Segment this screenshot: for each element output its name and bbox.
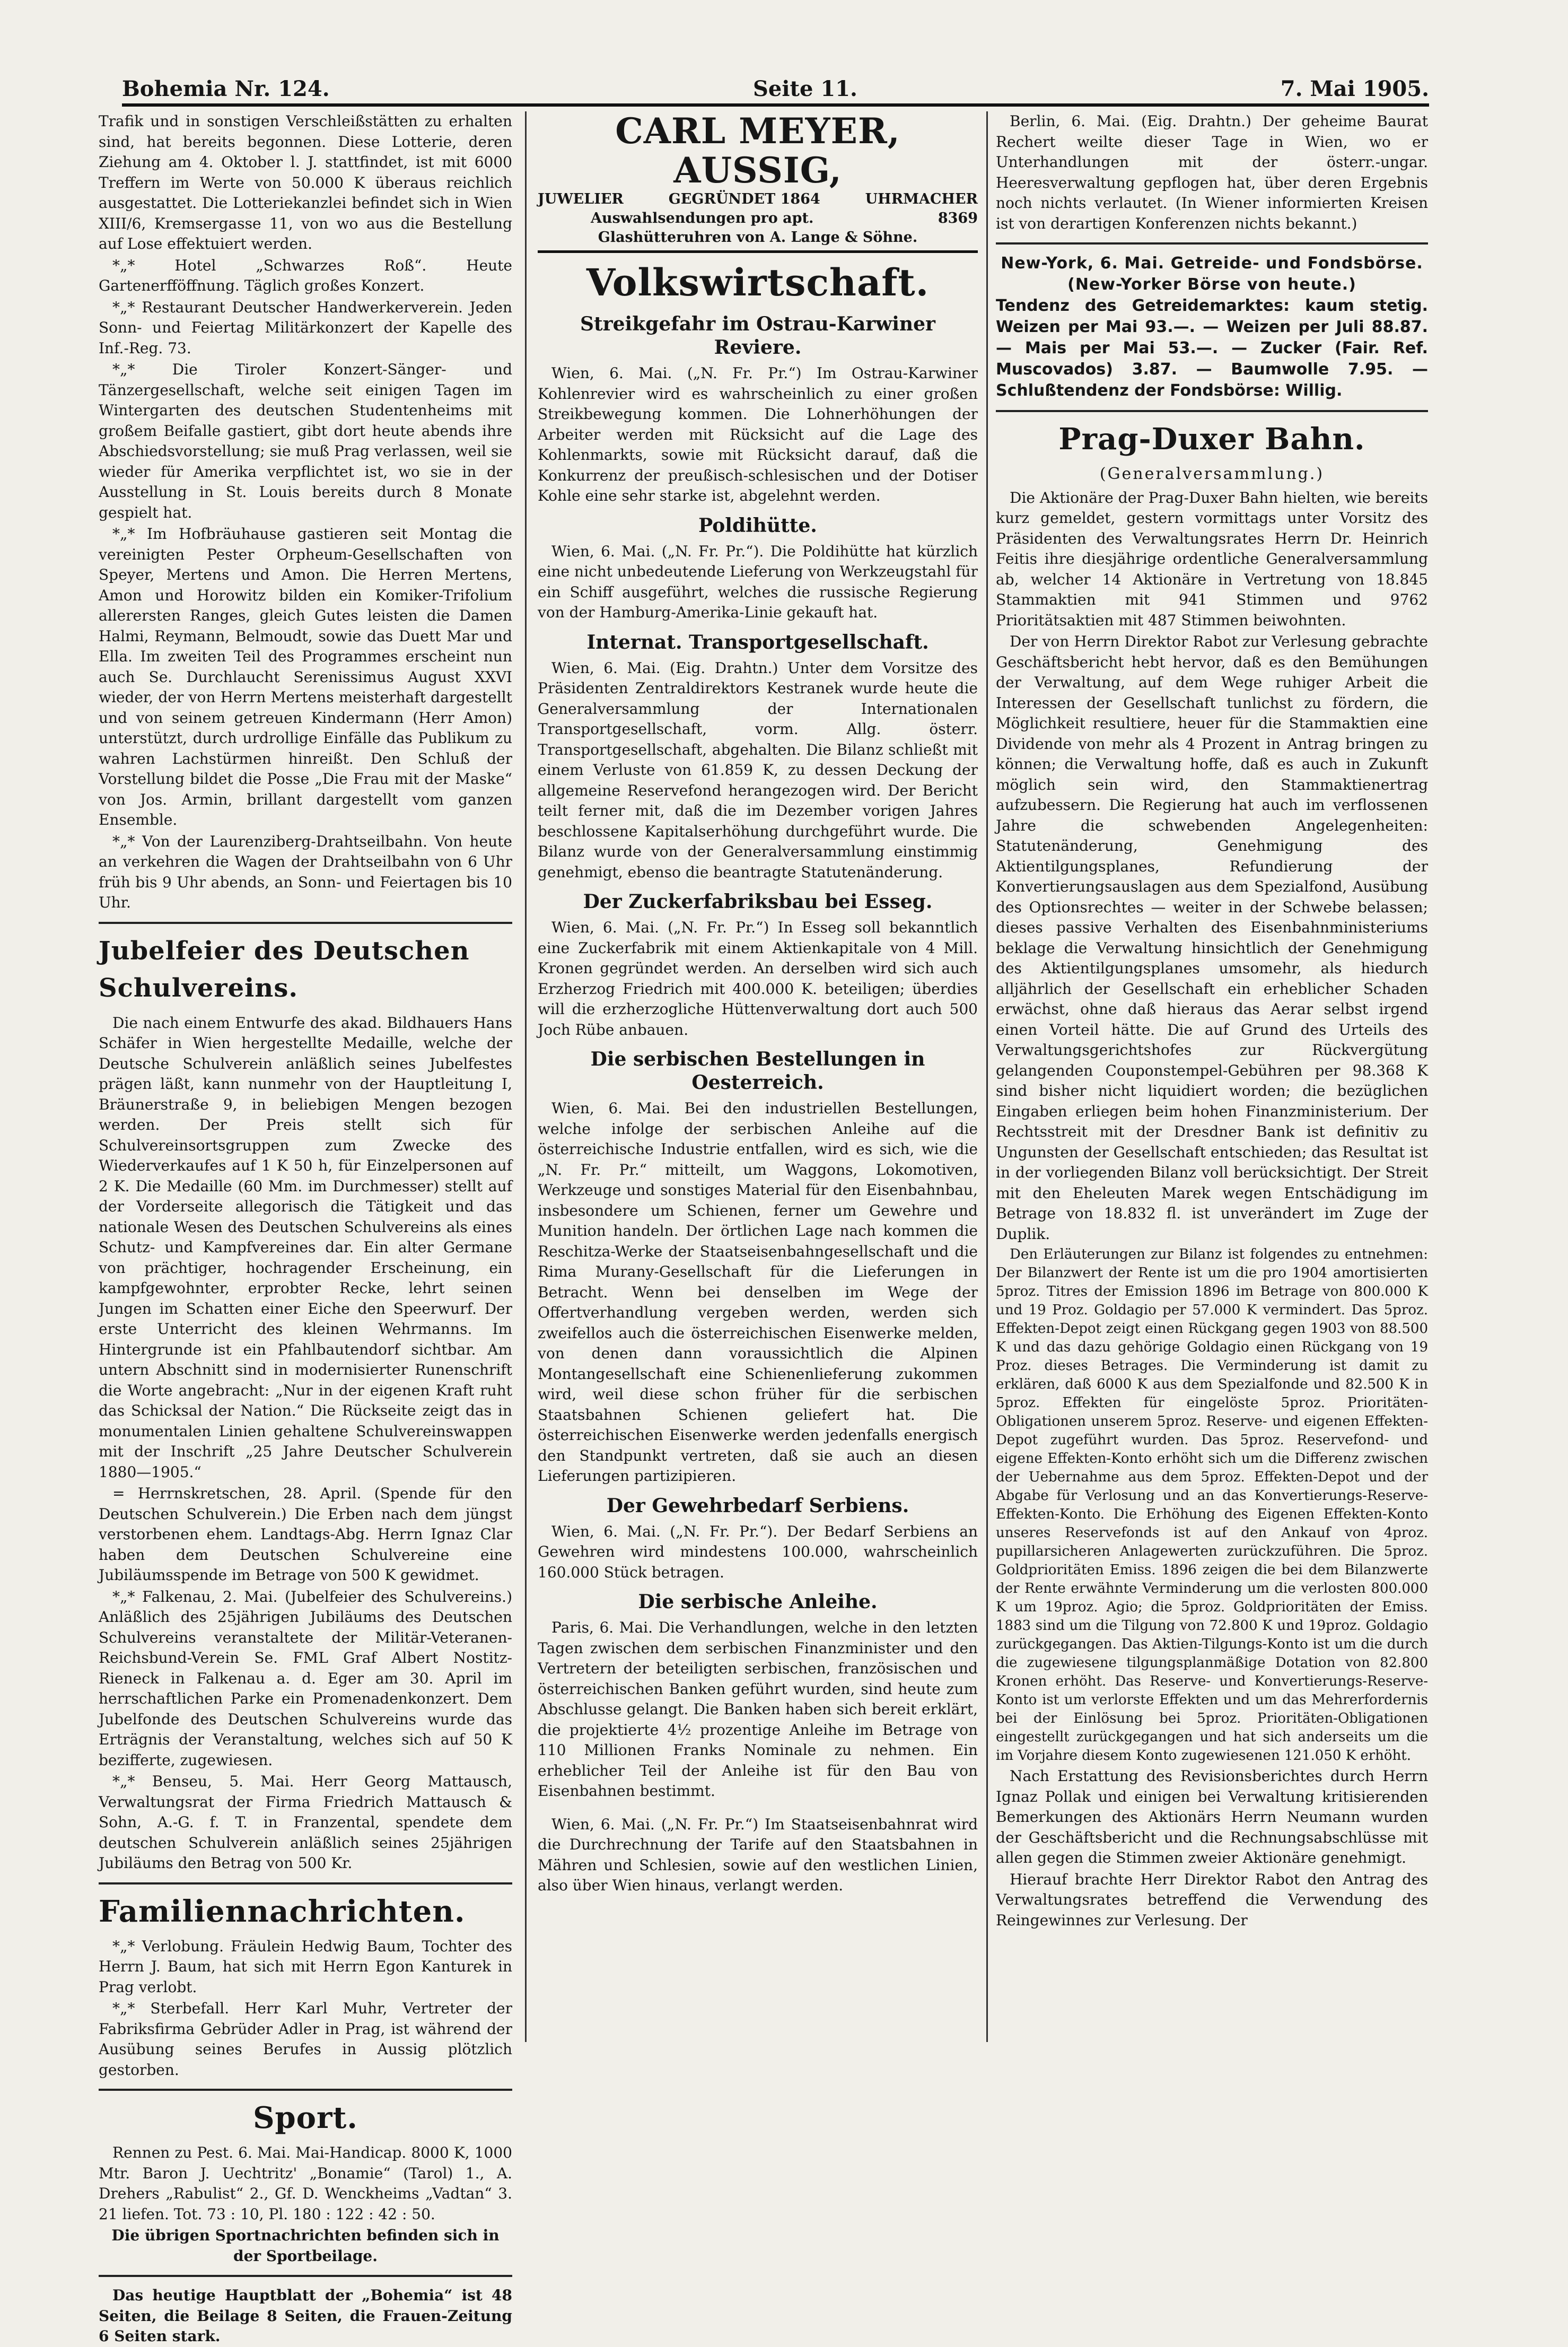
- article-jubel-herrnskretschen: = Herrnskretschen, 28. April. (Spende für den Deutschen Schulverein.) Die Erben nach dem jüngst verstorbenen ehem. Landtags-Abg. Herrn Ignaz Clar haben dem Deutschen Schulvereine eine Jubiläumsspende im Betrage von 500 K gewidmet.: [99, 1485, 512, 1584]
- notice-sterbefall: *„* Sterbefall. Herr Karl Muhr, Vertreter der Fabriksfirma Gebrüder Adler in Prag, ist während der Ausübung seines Berufes in Aussig plötzlich gestorben.: [99, 2000, 512, 2079]
- header-date: 7. Mai 1905.: [1280, 76, 1429, 101]
- section-divider: [99, 922, 512, 924]
- section-title-familiennachrichten: Familiennachrichten.: [99, 1894, 466, 1929]
- column-left: [99, 111, 512, 2345]
- ad-uhrmacher: UHRMACHER: [865, 191, 978, 207]
- section-divider: [99, 2275, 512, 2277]
- headline-gewehrbedarf: Der Gewehrbedarf Serbiens.: [606, 1494, 909, 1517]
- headline-zuckerfabrik: Der Zuckerfabriksbau bei Esseg.: [583, 891, 933, 913]
- section-title-prag-duxer-bahn: Prag-Duxer Bahn.: [1058, 422, 1365, 457]
- market-report-newyork: [996, 253, 1428, 402]
- article-transportgesellschaft: Wien, 6. Mai. (Eig. Drahtn.) Unter dem Vorsitze des Präsidenten Zentraldirektors Kestranek wurde heute die Generalversammlung der Internationalen Transportgesellschaft, vorm. Allg. österr. Transportgesellschaft, abgehalten. Die Bilanz schließt mit einem Verluste von 61.859 K, zu dessen Deckung der allgemeine Reservefond herangezogen wird. Der Bericht teilt ferner mit, daß die im Dezember vorigen Jahres beschlossene Kapitalserhöhung durchgeführt wurde. Die Bilanz wurde von der Generalversammlung einstimmig genehmigt, ebenso die beantragte Statutenänderung.: [538, 659, 978, 881]
- notice-restaurant: *„* Restaurant Deutscher Handwerkerverein. Jeden Sonn- und Feiertag Militärkonzert der Kapelle des Inf.-Reg. 73.: [99, 298, 512, 357]
- article-bahn-intro: Die Aktionäre der Prag-Duxer Bahn hielten, wie bereits kurz gemeldet, gestern vormittags unter Vorsitz des Präsidenten des Verwaltungsrates Herrn Dr. Heinrich Feitis ihre diesjährige ordentliche Generalversammlung ab, welcher 14 Aktionäre in Vertretung von 18.845 Stammaktien mit 941 Stimmen und 9762 Prioritätsaktien mit 487 Stimmen beiwohnten.: [996, 488, 1428, 629]
- headline-transportgesellschaft: Internat. Transportgesellschaft.: [586, 631, 929, 653]
- ad-auswahl: Auswahlsendungen pro apt.: [591, 210, 814, 226]
- article-bahn-geschaeftsbericht: Der von Herrn Direktor Rabot zur Verlesung gebrachte Geschäftsbericht hebt hervor, daß es den Bemühungen der Verwaltung, auf dem Wege ruhiger Arbeit die Interessen der Gesellschaft tunlichst zu fördern, die Möglichkeit resultiere, heuer für die Stammaktien eine Dividende von mehr als 4 Prozent in Antrag bringen zu können; die Verwaltung hoffe, daß es auch in Zukunft möglich sein wird, den Stammaktienertrag aufzubessern. Die Regierung hat auch im verflossenen Jahre die schwebenden Angelegenheiten: Statutenänderung, Genehmigung des Aktientilgungsplanes, Refundierung der Konvertierungsauslagen aus dem Spezialfond, Ausübung des Optionsrechtes — weiter in der Schwebe belassen; dieses passive Verhalten des Eisenbahnministeriums beklage die Verwaltung hinsichtlich der Genehmigung des Aktientilgungsplanes umsomehr, als hiedurch alljährlich der Gesellschaft ein erheblicher Schaden erwächst, ohne daß hieraus das Aerar selbst irgend einen Vorteil hätte. Die auf Grund des Urteils des Verwaltungsgerichtshofes zur Rückvergütung gelangenden Couponstempel-Gebühren per 98.368 K sind bisher nicht liquidiert worden; die bezüglichen Eingaben erliegen beim hohen Finanzministerium. Der Rechtsstreit mit der Dresdner Bank ist definitiv zu Ungunsten der Gesellschaft entschieden; das Resultat ist in der vorliegenden Bilanz voll berücksichtigt. Der Streit mit den Eheleuten Marek wegen Entschädigung im Betrage von 18.832 fl. ist unverändert im Zuge der Duplik.: [996, 633, 1428, 1243]
- headline-poldihuette: Poldihütte.: [698, 514, 817, 537]
- notice-sportbeilage: Die übrigen Sportnachrichten befinden sich in der Sportbeilage.: [111, 2227, 500, 2265]
- market-report-body: Tendenz des Getreidemarktes: kaum stetig. Weizen per Mai 93.—. — Weizen per Juli 88.87. — Mais per Mai 53.—. — Zucker (Fair. Ref. Muscovados) 3.87. — Baumwolle 7.95. — Schlußtendenz der Fondsbörse: Willig.: [996, 296, 1428, 400]
- advertisement-carl-meyer: [538, 111, 978, 253]
- ad-line3: Glashütteruhren von A. Lange & Söhne.: [598, 229, 918, 246]
- page-header: [122, 69, 1429, 106]
- header-page-number: Seite 11.: [753, 76, 857, 101]
- article-bahn-revision: Nach Erstattung des Revisionsberichtes durch Herrn Ignaz Pollak und einigen bei Verwaltung kritisierenden Bemerkungen des Aktionärs Herrn Neumann wurden der Geschäftsbericht und die Rechnungsabschlüsse mit allen gegen die Stimmen zweier Aktionäre genehmigt.: [996, 1767, 1428, 1866]
- article-serbische-bestellungen: Wien, 6. Mai. Bei den industriellen Bestellungen, welche infolge der serbischen Anleihe auf die österreichische Industrie entfallen, wird es sich, wie die „N. Fr. Pr.“ mitteilt, um Waggons, Lokomotiven, Werkzeuge und sonstiges Material für den Eisenbahnbau, insbesondere um Schienen, ferner um Gewehre und Munition handeln. Der örtlichen Lage nach kommen die Reschitza-Werke der Staatseisenbahngesellschaft und die Rima Murany-Gesellschaft für die Lieferungen in Betracht. Wenn bei denselben im Wege der Offertverhandlung vergeben werden, werden sich zweifellos auch die österreichischen Eisenwerke melden, von denen dann voraussichtlich die Alpinen Montangesellschaft eine Schienenlieferung zukommen wird, weil diese schon früher für die serbischen Staatsbahnen Schienen geliefert hat. Die österreichischen Eisenwerke werden jedenfalls energisch den Standpunkt vertreten, daß sie auch an diesen Lieferungen partizipieren.: [538, 1100, 978, 1485]
- article-lotterie: Trafik und in sonstigen Verschleißstätten zu erhalten sind, hat bereits begonnen. Diese Lotterie, deren Ziehung am 4. Oktober l. J. stattfindet, ist mit 6000 Treffern im Werte von 50.000 K überaus reichlich ausgestattet. Die Lotteriekanzlei befindet sich in Wien XIII/6, Kremsergasse 11, von wo aus die Bestellung auf Lose effektuiert werden.: [99, 112, 512, 252]
- header-publication: Bohemia Nr. 124.: [122, 76, 330, 101]
- article-streikgefahr: Wien, 6. Mai. („N. Fr. Pr.“) Im Ostrau-Karwiner Kohlenrevier wird es wahrscheinlich zu einer großen Streikbewegung kommen. Die Lohnerhöhungen der Arbeiter werden mit Rücksicht auf die Lage des Kohlenmarkts, sowie mit Rücksicht darauf, daß die Konkurrenz der preußisch-schlesischen und der Dotiser Kohle eine sehr starke ist, abgelehnt werden.: [538, 364, 978, 504]
- header-rule: [122, 103, 1429, 107]
- notice-drahtseilbahn: *„* Von der Laurenziberg-Drahtseilbahn. Von heute an verkehren die Wagen der Drahtseilbahn von 6 Uhr früh bis 9 Uhr abends, an Sonn- und Feiertagen bis 10 Uhr.: [99, 832, 512, 911]
- section-title-sport: Sport.: [253, 2100, 358, 2135]
- column-divider: [986, 111, 988, 2042]
- column-right: [996, 111, 1428, 2106]
- headline-serbische-anleihe: Die serbische Anleihe.: [638, 1591, 878, 1613]
- column-divider: [525, 111, 527, 2042]
- headline-serbische-bestellungen: Die serbischen Bestellungen in Oesterreich.: [590, 1048, 925, 1094]
- notice-hofbraeuhaus: *„* Im Hofbräuhause gastieren seit Montag die vereinigten Pester Orpheum-Gesellschaften von Speyer, Mertens und Amon. Die Herren Mertens, Amon und Horowitz bilden ein Komiker-Trifolium allerersten Ranges, gleich Gutes leisten die Damen Halmi, Reymann, Belmoudt, sowie das Duett Mar und Ella. Im zweiten Teil des Programmes erscheint nun auch Se. Durchlaucht Serenissimus August XXVI wieder, der von Herrn Mertens meisterhaft dargestellt und von seinem getreuen Kindermann (Herr Amon) unterstützt, durch urdrollige Einfälle das Publikum zu wahren Lachstürmen hinreißt. Den Schluß der Vorstellung bildet die Posse „Die Frau mit der Maske“ von Jos. Armin, brillant dargestellt vom ganzen Ensemble.: [99, 525, 512, 828]
- article-staatseisenbahnrat: Wien, 6. Mai. („N. Fr. Pr.“) Im Staatseisenbahnrat wird die Durchrechnung der Tarife auf den Staatsbahnen in Mähren und Schlesien, sowie auf den westlichen Linien, also über Wien hinaus, verlangt werden.: [538, 1815, 978, 1894]
- section-title-volkswirtschaft: Volkswirtschaft.: [586, 260, 930, 304]
- ad-juwelier: JUWELIER: [538, 191, 624, 207]
- article-rennen-pest: Rennen zu Pest. 6. Mai. Mai-Handicap. 8000 K, 1000 Mtr. Baron J. Uechtritz' „Bonamie“ (Tarol) 1., A. Drehers „Rabulist“ 2., Gf. D. Wenckheims „Vadtan“ 3. 21 liefen. Tot. 73 : 10, Pl. 180 : 122 : 42 : 50.: [99, 2144, 512, 2223]
- article-serbische-anleihe: Paris, 6. Mai. Die Verhandlungen, welche in den letzten Tagen zwischen dem serbischen Finanzminister und den Vertretern der beteiligten serbischen, französischen und österreichischen Banken geführt wurden, sind heute zum Abschlusse gelangt. Die Banken haben sich bereit erklärt, die projektierte 4½ prozentige Anleihe im Betrage von 110 Millionen Franks Nominale zu nehmen. Ein erheblicher Teil der Anleihe ist für den Bau von Eisenbahnen bestimmt.: [538, 1619, 978, 1800]
- section-title-jubelfeier: Jubelfeier des Deutschen Schulvereins.: [99, 936, 470, 1003]
- section-divider: [99, 1882, 512, 1884]
- ad-line2: [538, 209, 978, 228]
- headline-streikgefahr: Streikgefahr im Ostrau-Karwiner Reviere.: [580, 313, 935, 359]
- article-bahn-bilanz: Den Erläuterungen zur Bilanz ist folgendes zu entnehmen: Der Bilanzwert der Rente ist um die pro 1904 amortisierten 5proz. Titres der Emission 1896 im Betrage von 800.000 K und 19 Proz. Goldagio per 57.000 K vermindert. Das 5proz. Effekten-Depot zeigt einen Rückgang gegen 1903 von 88.500 K und das dazu gehörige Goldagio einen Rückgang von 19 Proz. dieses Betrages. Die Verminderung ist damit zu erklären, daß 6000 K aus dem Spezialfonde und 82.500 K in 5proz. Effekten für eingelöste 5proz. Prioritäten-Obligationen unserem 5proz. Reserve- und eigenen Effekten-Depot zugeführt wurden. Das 5proz. Reservefond- und eigene Effekten-Konto erhöht sich um die Differenz zwischen der Uebernahme aus dem 5proz. Effekten-Depot und der Abgabe für Verlosung und an das Konvertierungs-Reserve-Effekten-Konto. Die Erhöhung des Eigenen Effekten-Konto unseres Reservefonds ist auf den Ankauf von 4proz. pupillarsicheren Anlagewerten zurückzuführen. Die 5proz. Goldprioritäten Emiss. 1896 zeigen die bei dem Bilanzwerte der Rente erwähnte Verminderung um die verlosten 800.000 K um 19proz. Agio; die 5proz. Goldprioritäten der Emiss. 1883 sind um die Tilgung von 72.800 K und 19proz. Goldagio zurückgegangen. Das Aktien-Tilgungs-Konto ist um die durch die zugewiesene tilgungsplanmäßige Dotation von 82.800 Kronen erhöht. Das Reserve- und Konvertierungs-Reserve-Konto ist um verlorste Effekten und um das Mehrerfordernis bei der Einlösung bei 5proz. Prioritäten-Obligationen eingestellt zurückgegangen und hat sich anderseits um die im Vorjahre diesem Konto zugewiesenen 121.050 K erhöht.: [996, 1246, 1428, 1764]
- article-zuckerfabrik: Wien, 6. Mai. („N. Fr. Pr.“) In Esseg soll bekanntlich eine Zuckerfabrik mit einem Aktienkapitale von 4 Mill. Kronen gegründet werden. An derselben wird sich auch Erzherzog Friedrich mit 400.000 K. beteiligen; überdies will die erzherzogliche Hüttenverwaltung dort auch 500 Joch Rübe anbauen.: [538, 919, 978, 1039]
- ad-number: 8369: [938, 210, 978, 226]
- ad-subline: [538, 190, 978, 209]
- notice-tiroler: *„* Die Tiroler Konzert-Sänger- und Tänzergesellschaft, welche seit einigen Tagen im Wintergarten des deutschen Studentenheims mit großem Beifalle gastiert, gibt dort heute abends ihre Abschiedsvorstellung; sie muß Prag verlassen, weil sie wieder für Amerika verpflichtet ist, wo sie in der Ausstellung in St. Louis bereits durch 8 Monate gespielt hat.: [99, 361, 512, 521]
- article-bahn-antrag: Hierauf brachte Herr Direktor Rabot den Antrag des Verwaltungsrates betreffend die Verwendung des Reingewinnes zur Verlesung. Der: [996, 1870, 1428, 1929]
- market-report-head: New-York, 6. Mai. Getreide- und Fondsbörse. (New-Yorker Börse von heute.): [1001, 254, 1423, 294]
- article-jubel-benseu: *„* Benseu, 5. Mai. Herr Georg Mattausch, Verwaltungsrat der Firma Friedrich Mattausch & Sohn, A.-G. f. T. in Franzental, spendete dem deutschen Schulverein anläßlich seines 25jährigen Jubiläums den Betrag von 500 Kr.: [99, 1773, 512, 1872]
- notice-verlobung: *„* Verlobung. Fräulein Hedwig Baum, Tochter des Herrn J. Baum, hat sich mit Herrn Egon Kanturek in Prag verlobt.: [99, 1937, 512, 1996]
- article-jubel-falkenau: *„* Falkenau, 2. Mai. (Jubelfeier des Schulvereins.) Anläßlich des 25jährigen Jubiläums des Deutschen Schulvereins veranstaltete der Militär-Veteranen-Reichsbund-Verein Se. FML Graf Albert Nostitz-Rieneck in Falkenau a. d. Eger am 30. April im herrschaftlichen Parke ein Promenadenkonzert. Dem Jubelfonde des Deutschen Schulvereins wurde das Erträgnis der Veranstaltung, welches sich auf 50 K bezifferte, zugewiesen.: [99, 1587, 512, 1769]
- subtitle-generalversammlung: (Generalversammlung.): [1099, 465, 1325, 483]
- notice-page-count: Das heutige Hauptblatt der „Bohemia“ ist 48 Seiten, die Beilage 8 Seiten, die Frauen-Zeitung 6 Seiten stark.: [99, 2287, 512, 2345]
- article-jubel-medaille: Die nach einem Entwurfe des akad. Bildhauers Hans Schäfer in Wien hergestellte Medaille, welche der Deutsche Schulverein anläßlich seines Jubelfestes prägen läßt, kann nunmehr von der Hauptleitung I, Bräunerstraße 9, in beliebigen Mengen bezogen werden. Der Preis stellt sich für Schulvereinsortsgruppen zum Zwecke des Wiederverkaufes auf 1 K 50 h, für Einzelpersonen auf 2 K. Die Medaille (60 Mm. im Durchmesser) stellt auf der Vorderseite allegorisch die Tätigkeit und das nationale Wesen des Deutschen Schulvereins als eines Schutz- und Kampfvereines dar. Ein alter Germane von prächtiger, hochragender Erscheinung, ein kampfgewohnter, erprobter Recke, lehrt seinen Jungen im Schatten einer Eiche den Speerwurf. Der erste Unterricht des kleinen Wehrmanns. Im Hintergrunde ist ein Pfahlbautendorf sichtbar. Am untern Abschnitt sind in modernisierter Runenschrift die Worte angebracht: „Nur in der eigenen Kraft ruht das Schicksal der Nation.“ Die Rückseite zeigt das in monumentalen Linien gehaltene Schulvereinswappen mit der Inschrift „25 Jahre Deutscher Schulverein 1880—1905.“: [99, 1014, 512, 1481]
- column-middle: [538, 111, 978, 2106]
- section-divider: [996, 242, 1428, 245]
- article-gewehrbedarf: Wien, 6. Mai. („N. Fr. Pr.“). Der Bedarf Serbiens an Gewehren wird mindestens 100.000, wahrscheinlich 160.000 Stück betragen.: [538, 1522, 978, 1581]
- section-divider: [996, 410, 1428, 412]
- section-divider: [99, 2089, 512, 2091]
- ad-company-name: CARL MEYER, AUSSIG,: [615, 110, 900, 191]
- ad-founded: GEGRÜNDET 1864: [668, 191, 820, 207]
- article-berlin: Berlin, 6. Mai. (Eig. Drahtn.) Der geheime Baurat Rechert weilte dieser Tage in Wien, wo er Unterhandlungen mit der österr.-ungar. Heeresverwaltung gepflogen hat, über deren Ergebnis noch nichts verlautet. (In Wiener informierten Kreisen ist von derartigen Konferenzen nichts bekannt.): [996, 112, 1428, 232]
- notice-hotel: *„* Hotel „Schwarzes Roß“. Heute Gartenerfföffnung. Täglich großes Konzert.: [99, 256, 512, 294]
- article-poldihuette: Wien, 6. Mai. („N. Fr. Pr.“). Die Poldihütte hat kürzlich eine nicht unbedeutende Lieferung von Werkzeugstahl für ein Schiff ausgeführt, welches die russische Regierung von der Hamburg-Amerika-Linie gekauft hat.: [538, 542, 978, 621]
